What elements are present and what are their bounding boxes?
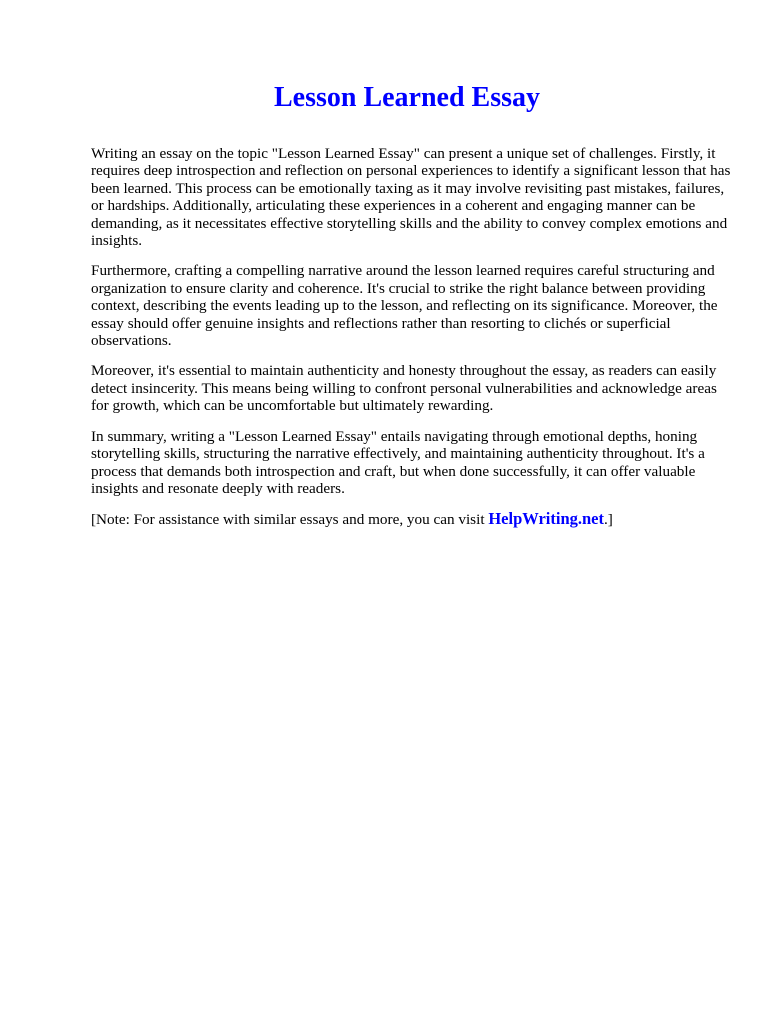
note-paragraph: [91, 510, 731, 528]
document-body: [91, 145, 731, 542]
note-prefix: [Note: For assistance with similar essays and more, you can visit: [91, 511, 489, 529]
paragraph-3: Moreover, it's essential to maintain authenticity and honesty throughout the essay, as readers can easily detect insincerity. This means being willing to confront personal vulnerabilities and acknowledge areas for growth, which can be uncomfortable but ultimately rewarding.: [91, 362, 717, 415]
document-title: Lesson Learned Essay: [273, 82, 541, 113]
paragraph-4: In summary, writing a "Lesson Learned Essay" entails navigating through emotional depths, honing storytelling skills, structuring the narrative effectively, and maintaining authenticity throughout. It's a process that demands both introspection and craft, but when done successfully, it can offer valuable insights and resonate deeply with readers.: [91, 427, 705, 497]
helpwriting-link[interactable]: HelpWriting.net: [488, 509, 604, 529]
paragraph-2: Furthermore, crafting a compelling narrative around the lesson learned requires careful structuring and organization to ensure clarity and coherence. It's crucial to strike the right balance between providing context, describing the events leading up to the lesson, and reflecting on its significance. Moreover, the essay should offer genuine insights and reflections rather than resorting to clichés or superficial observations.: [91, 262, 718, 350]
paragraph-1: Writing an essay on the topic "Lesson Learned Essay" can present a unique set of challenges. Firstly, it requires deep introspection and reflection on personal experiences to identify a significant lesson that has been learned. This process can be emotionally taxing as it may involve revisiting past mistakes, failures, or hardships. Additionally, articulating these experiences in a coherent and engaging manner can be demanding, as it necessitates effective storytelling skills and the ability to convey complex emotions and insights.: [91, 145, 731, 250]
note-suffix: .]: [604, 511, 613, 529]
